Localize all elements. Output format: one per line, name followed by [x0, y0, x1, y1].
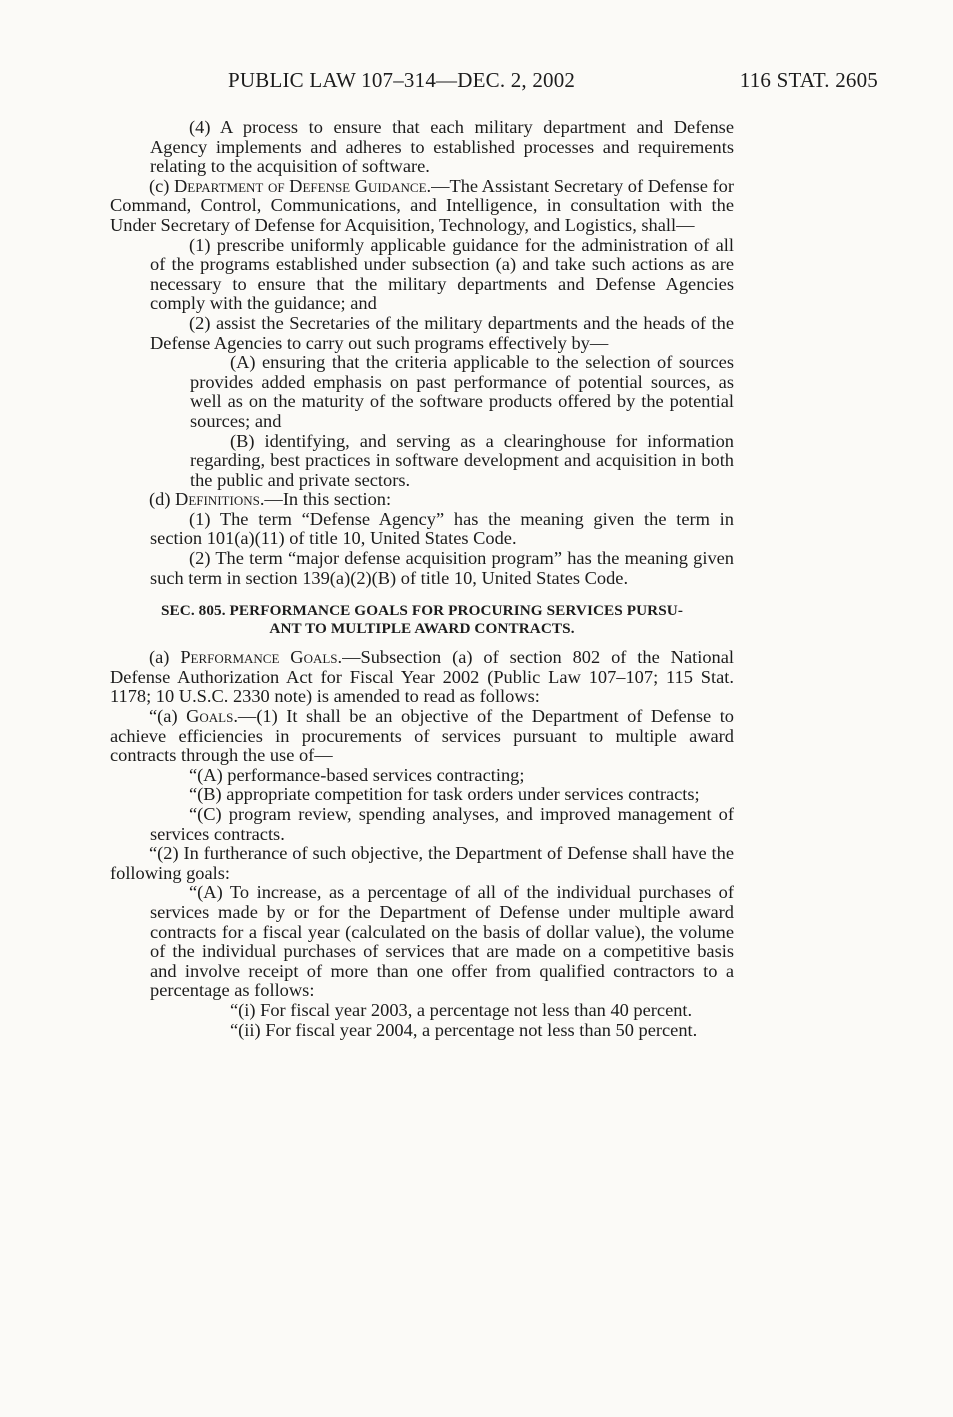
subsection-c-label: (c) — [149, 175, 175, 196]
quoted-paragraph-C: “(C) program review, spending analyses, and improved management of services contracts. — [150, 804, 734, 844]
subsection-c-heading: Department of Defense Guidance. — [174, 175, 432, 196]
section-heading-line-1: SEC. 805. PERFORMANCE GOALS FOR PROCURING SERVICES PURSU- — [161, 602, 683, 620]
paragraph-c2a: (A) ensuring that the criteria applicable to the selection of sources provides added emphasis on past performance of potential sources, as well as on the maturity of the software products offered by the potential sources; and — [190, 352, 734, 431]
subsection-d-heading: Definitions. — [175, 489, 265, 510]
paragraph-4: (4) A process to ensure that each military department and Defense Agency implements and adheres to established processes and requirements relating to the acquisition of software. — [150, 117, 734, 177]
paragraph-c2: (2) assist the Secretaries of the military departments and the heads of the Defense Agencies to carry out such programs effectively by— — [150, 312, 734, 353]
quoted-subsection-a — [110, 707, 734, 766]
quoted-paragraph-2A: “(A) To increase, as a percentage of all of the individual purchases of services made by or for the Department of Defense under multiple award contracts for a fiscal year (calculated on the basis of dollar value), the volume of the individual purchases of services that are made on a competitive basis and involve receipt of more than one offer from qualified contractors to a percentage as follows: — [150, 882, 734, 1001]
quoted-paragraph-2: “(2) In furtherance of such objective, the Department of Defense shall have the following goals: — [110, 843, 734, 883]
running-header — [110, 68, 878, 96]
subsection-c-text: —The Assistant Secretary of Defense for Command, Control, Communications, and Intelligence, in consultation with the Under Secretary of Defense for Acquisition, Technology, and Logistics, shall— — [110, 175, 734, 235]
subsection-a-label: (a) — [149, 647, 181, 668]
quoted-a-heading: Goals. — [186, 706, 238, 727]
paragraph-c2b: (B) identifying, and serving as a clearinghouse for information regarding, best practices in software development and acquisition in both the public and private sectors. — [190, 430, 734, 490]
section-heading-line-2: ANT TO MULTIPLE AWARD CONTRACTS. — [269, 620, 575, 638]
quoted-paragraph-B: “(B) appropriate competition for task orders under services contracts; — [189, 784, 700, 805]
paragraph-d2: (2) The term “major defense acquisition program” has the meaning given such term in section 139(a)(2)(B) of title 10, United States Code. — [150, 548, 734, 588]
paragraph-c1: (1) prescribe uniformly applicable guidance for the administration of all of the programs established under subsection (a) and take such actions as are necessary to ensure that the military departments and Defense Agencies comply with the guidance; and — [150, 234, 734, 314]
quoted-a-text: —(1) It shall be an objective of the Department of Defense to achieve efficiencies in procurements of services pursuant to multiple award contracts through the use of— — [110, 706, 734, 766]
subsection-a-text: —Subsection (a) of section 802 of the National Defense Authorization Act for Fiscal Year 2002 (Public Law 107–107; 115 Stat. 1178; 10 U.S.C. 2330 note) is amended to read as follows: — [110, 647, 734, 707]
document-body — [110, 118, 734, 1040]
subsection-c — [110, 177, 734, 236]
header-public-law: PUBLIC LAW 107–314—DEC. 2, 2002 — [228, 68, 576, 92]
quoted-clause-i: “(i) For fiscal year 2003, a percentage not less than 40 percent. — [230, 999, 693, 1020]
quoted-a-label: “(a) — [149, 706, 187, 727]
paragraph-d1: (1) The term “Defense Agency” has the meaning given the term in section 101(a)(11) of title 10, United States Code. — [150, 508, 734, 549]
quoted-clause-ii: “(ii) For fiscal year 2004, a percentage not less than 50 percent. — [230, 1019, 698, 1040]
subsection-a-heading: Performance Goals. — [180, 647, 343, 668]
section-805-heading — [110, 602, 734, 638]
subsection-d-label: (d) — [149, 489, 176, 510]
subsection-d — [110, 490, 734, 510]
quoted-paragraph-A: “(A) performance-based services contracting; — [189, 764, 525, 785]
subsection-a — [110, 648, 734, 707]
subsection-d-text: —In this section: — [264, 489, 392, 510]
header-stat-page: 116 STAT. 2605 — [739, 68, 878, 92]
